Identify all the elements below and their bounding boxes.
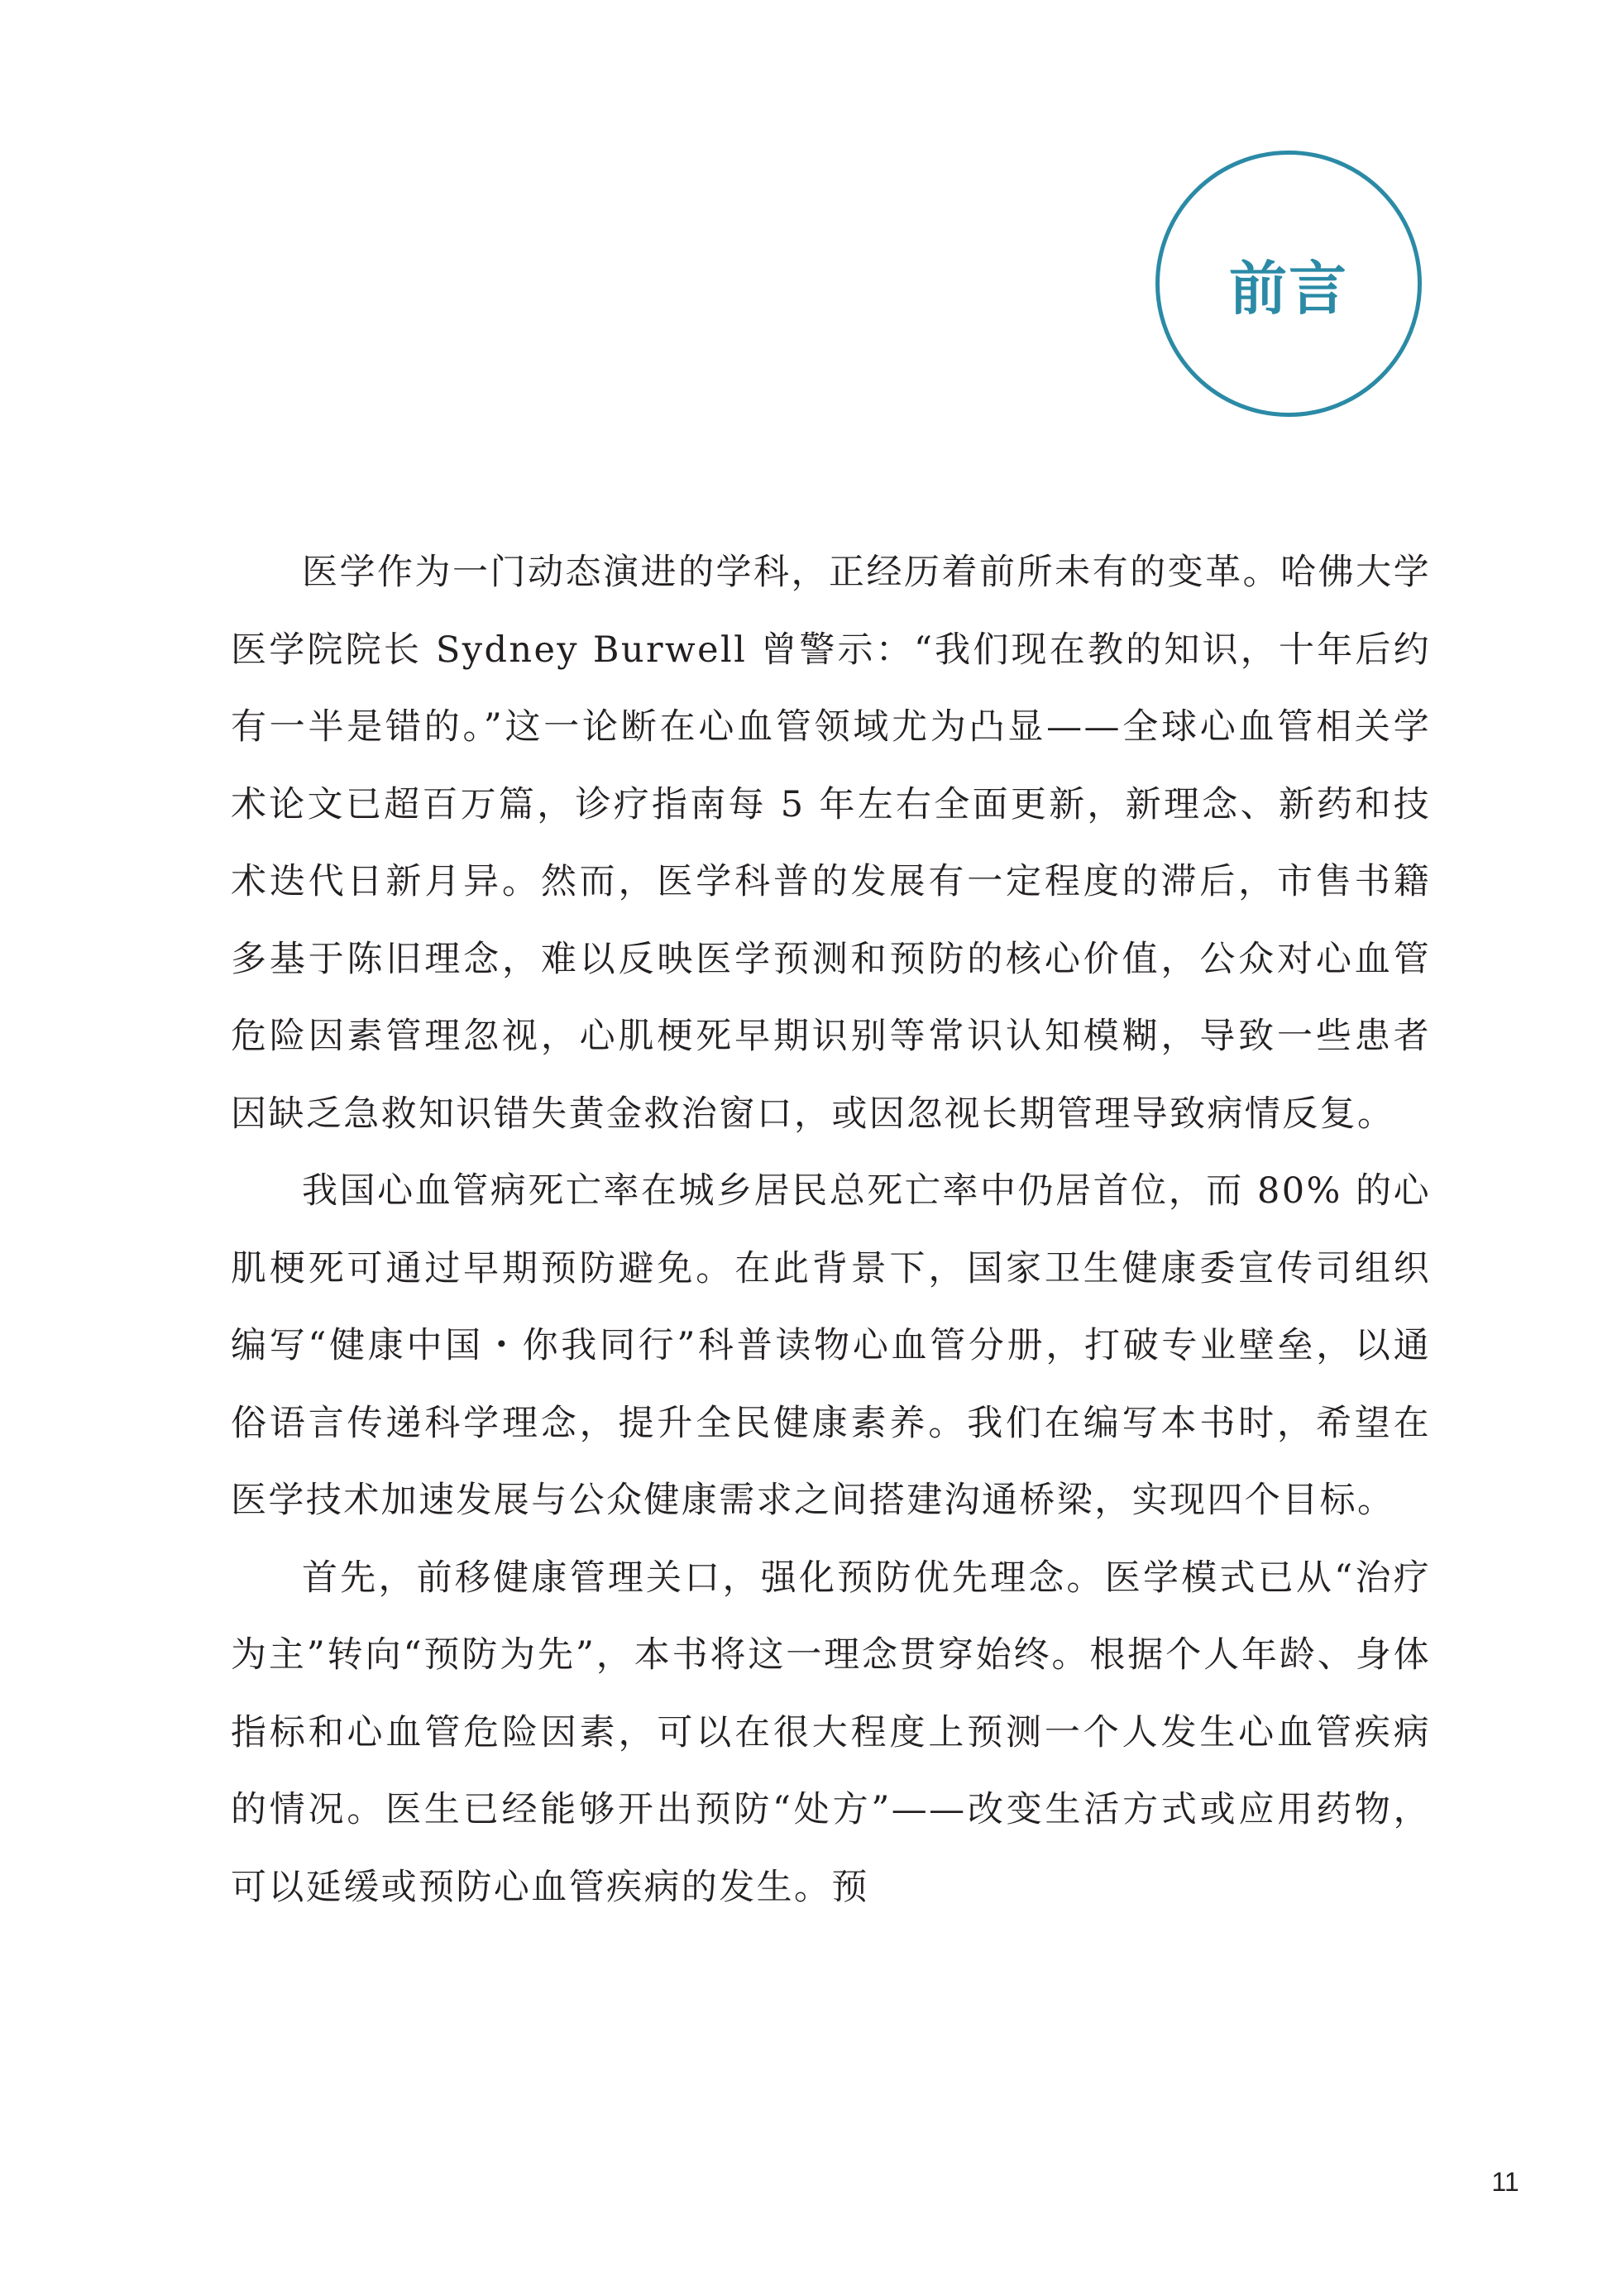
page-title: 前言: [1229, 254, 1348, 323]
paragraph-3: 首先，前移健康管理关口，强化预防优先理念。医学模式已从“治疗为主”转向“预防为先”，本书将这一理念贯穿始终。根据个人年龄、身体指标和心血管危险因素，可以在很大程度上预测一个人发生心血管疾病的情况。医生已经能够开出预防“处方”——改变生活方式或应用药物，可以延缓或预防心血管疾病的发生。预: [231, 1557, 1431, 1908]
page-number: 11: [1491, 2167, 1519, 2197]
body-text: [231, 534, 1431, 1926]
title-circle: [1155, 151, 1422, 417]
paragraph-2: 我国心血管病死亡率在城乡居民总死亡率中仍居首位，而 80% 的心肌梗死可通过早期预防避免。在此背景下，国家卫生健康委宣传司组织编写“健康中国・你我同行”科普读物心血管分册，打破专业壁垒，以通俗语言传递科学理念，提升全民健康素养。我们在编写本书时，希望在医学技术加速发展与公众健康需求之间搭建沟通桥梁，实现四个目标。: [231, 1170, 1431, 1521]
paragraph-1: 医学作为一门动态演进的学科，正经历着前所未有的变革。哈佛大学医学院院长 Sydney Burwell 曾警示：“我们现在教的知识，十年后约有一半是错的。”这一论断在心血管领域尤为凸显——全球心血管相关学术论文已超百万篇，诊疗指南每 5 年左右全面更新，新理念、新药和技术迭代日新月异。然而，医学科普的发展有一定程度的滞后，市售书籍多基于陈旧理念，难以反映医学预测和预防的核心价值，公众对心血管危险因素管理忽视，心肌梗死早期识别等常识认知模糊，导致一些患者因缺乏急救知识错失黄金救治窗口，或因忽视长期管理导致病情反复。: [231, 552, 1431, 1135]
